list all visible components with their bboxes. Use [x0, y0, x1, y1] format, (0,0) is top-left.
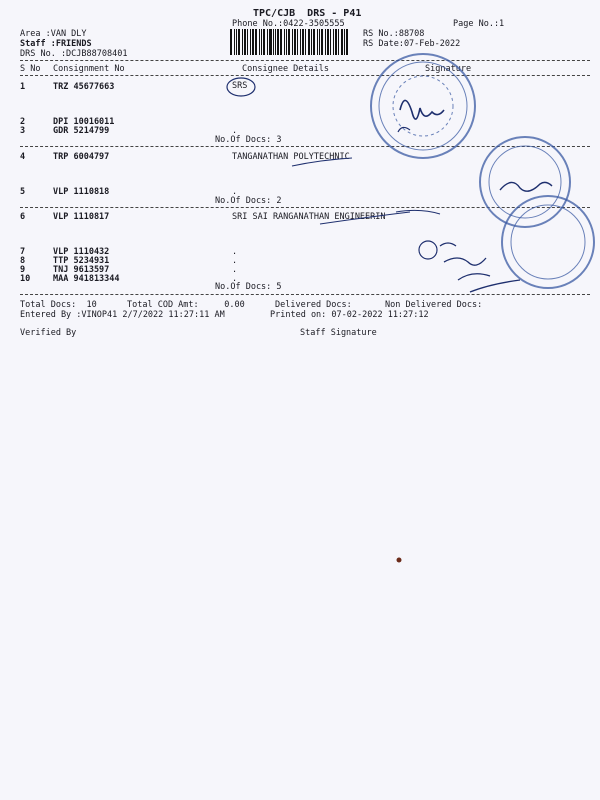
row-consignee: .	[232, 187, 238, 197]
entered-by: Entered By :VINOP41 2/7/2022 11:27:11 AM	[20, 310, 225, 320]
srs-circle-mark	[227, 78, 255, 96]
area-label: Area :VAN DLY	[20, 29, 87, 39]
row-consignment: DPI 10016011	[53, 117, 115, 127]
total-docs: Total Docs: 10	[20, 300, 97, 310]
row-consignment: TRZ 45677663	[53, 82, 115, 92]
row-consignment: GDR 5214799	[53, 126, 110, 136]
row-consignment: VLP 1110432	[53, 247, 110, 257]
verified-by: Verified By	[20, 328, 77, 338]
row-consignee: .	[232, 265, 238, 275]
drs-number: DRS No. :DCJB88708401	[20, 49, 128, 59]
row-consignment: VLP 1110818	[53, 187, 110, 197]
signature-scribble	[396, 210, 440, 214]
group-doc-count: No.Of Docs: 3	[215, 135, 282, 145]
row-consignee: SRI SAI RANGANATHAN ENGINEERIN	[232, 212, 386, 222]
row-consignee: TANGANATHAN POLYTECHNIC	[232, 152, 350, 162]
sheet-title: TPC/CJB DRS - P41	[253, 8, 362, 19]
printed-on: Printed on: 07-02-2022 11:27:12	[270, 310, 429, 320]
round-stamp-icon	[371, 54, 475, 158]
rs-number: RS No.:88708	[363, 29, 425, 39]
column-header-consignee: Consignee Details	[242, 64, 329, 74]
row-sno: 1	[20, 82, 26, 92]
underline-mark	[292, 158, 352, 166]
row-sno: 6	[20, 212, 26, 222]
ink-spot	[397, 558, 402, 563]
row-sno: 7	[20, 247, 26, 257]
row-consignee: SRS	[232, 81, 248, 91]
row-consignee: .	[232, 274, 238, 284]
group-doc-count: No.Of Docs: 5	[215, 282, 282, 292]
row-sno: 10	[20, 274, 31, 284]
row-sno: 4	[20, 152, 26, 162]
row-consignment: VLP 1110817	[53, 212, 110, 222]
signature-scribble	[400, 100, 444, 119]
column-header-consignment: Consignment No	[53, 64, 125, 74]
row-sno: 8	[20, 256, 26, 266]
rs-date: RS Date:07-Feb-2022	[363, 39, 461, 49]
column-header-signature: Signature	[425, 64, 472, 74]
column-header-sno: S No	[20, 64, 41, 74]
staff-label: Staff :FRIENDS	[20, 39, 92, 49]
row-sno: 3	[20, 126, 26, 136]
row-consignee: .	[232, 247, 238, 257]
row-sno: 9	[20, 265, 26, 275]
underline-mark	[320, 212, 410, 224]
signature-scribble	[419, 241, 437, 259]
delivered-docs: Delivered Docs:	[275, 300, 352, 310]
signature-scribble	[440, 243, 520, 292]
group-doc-count: No.Of Docs: 2	[215, 196, 282, 206]
staff-signature-label: Staff Signature	[300, 328, 377, 338]
page-number: Page No.:1	[453, 19, 505, 29]
phone-number: Phone No.:0422-3505555	[232, 19, 345, 29]
row-consignee: .	[232, 126, 238, 136]
row-sno: 2	[20, 117, 26, 127]
non-delivered-docs: Non Delivered Docs:	[385, 300, 483, 310]
row-consignment: TNJ 9613597	[53, 265, 110, 275]
row-consignee: .	[232, 256, 238, 266]
row-consignment: TTP 5234931	[53, 256, 110, 266]
row-consignment: TRP 6004797	[53, 152, 110, 162]
signature-scribble	[500, 182, 552, 191]
total-cod-amount: Total COD Amt: 0.00	[127, 300, 245, 310]
row-sno: 5	[20, 187, 26, 197]
row-consignment: MAA 941813344	[53, 274, 120, 284]
